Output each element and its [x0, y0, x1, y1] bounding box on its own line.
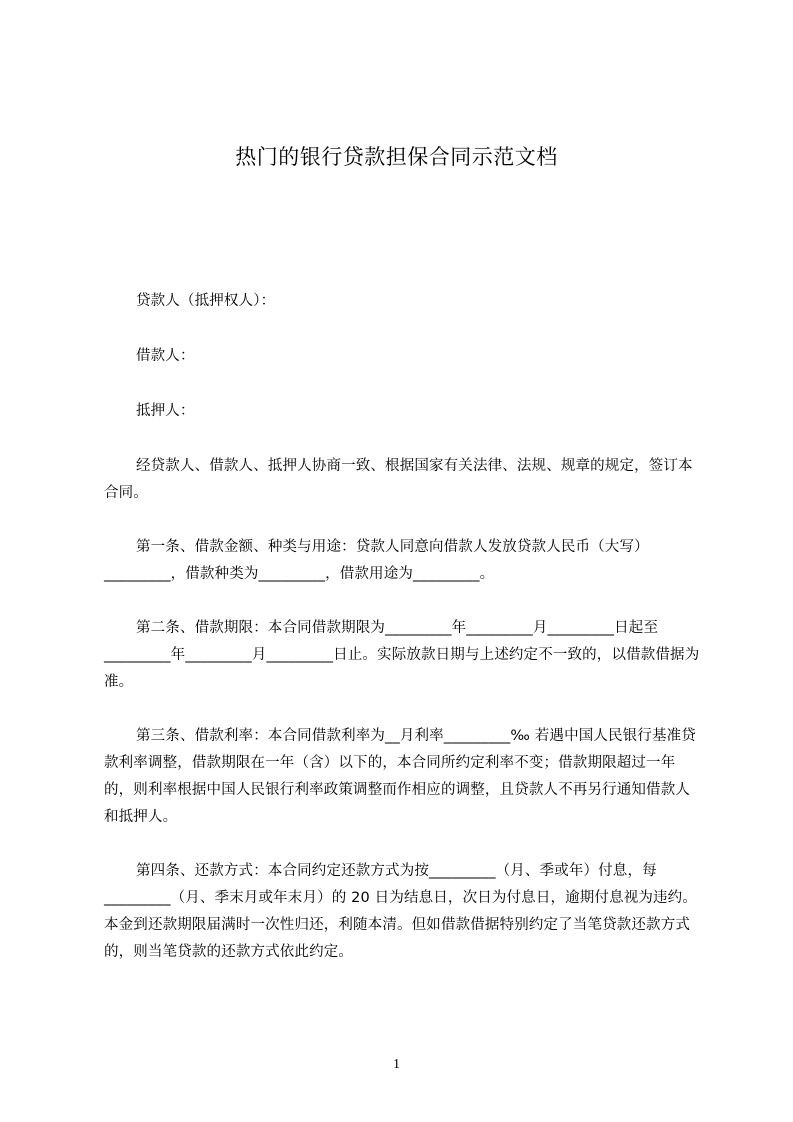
article-2-paragraph: 第二条、借款期限：本合同借款期限为_________年_________月_________日起至_________年_________月_________日止。实际放款日期与上述约定不一致的，以借款借据为准。 [104, 620, 700, 690]
party-mortgagor: 抵押人： [136, 403, 195, 419]
article-4-paragraph: 第四条、还款方式：本合同约定还款方式为按_________（月、季或年）付息，每_________（月、季末月或年末月）的 20 日为结息日，次日为付息日，逾期付息视为违约。本金到还款期限届满时一次性归还，利随本清。但如借款借据特别约定了当笔贷款还款方式的，则当笔贷款的还款方式依此约定。 [104, 863, 697, 960]
article-3-paragraph: 第三条、借款利率：本合同借款利率为__月利率_________‰ 若遇中国人民银行基准贷款利率调整，借款期限在一年（含）以下的，本合同所约定利率不变；借款期限超过一年的，则利率根据中国人民银行利率政策调整而作相应的调整，且贷款人不再另行通知借款人和抵押人。 [104, 728, 696, 825]
party-lender: 贷款人（抵押权人）： [136, 293, 276, 309]
article-1-paragraph: 第一条、借款金额、种类与用途：贷款人同意向借款人发放贷款人民币（大写）_________，借款种类为_________，借款用途为_________。 [104, 539, 649, 582]
page-number: 1 [393, 1057, 400, 1072]
party-borrower: 借款人： [136, 348, 195, 364]
document-body [104, 288, 704, 993]
document-title: 热门的银行贷款担保合同示范文档 [235, 145, 558, 169]
preamble-paragraph: 经贷款人、借款人、抵押人协商一致、根据国家有关法律、法规、规章的规定，签订本合同。 [104, 458, 693, 501]
